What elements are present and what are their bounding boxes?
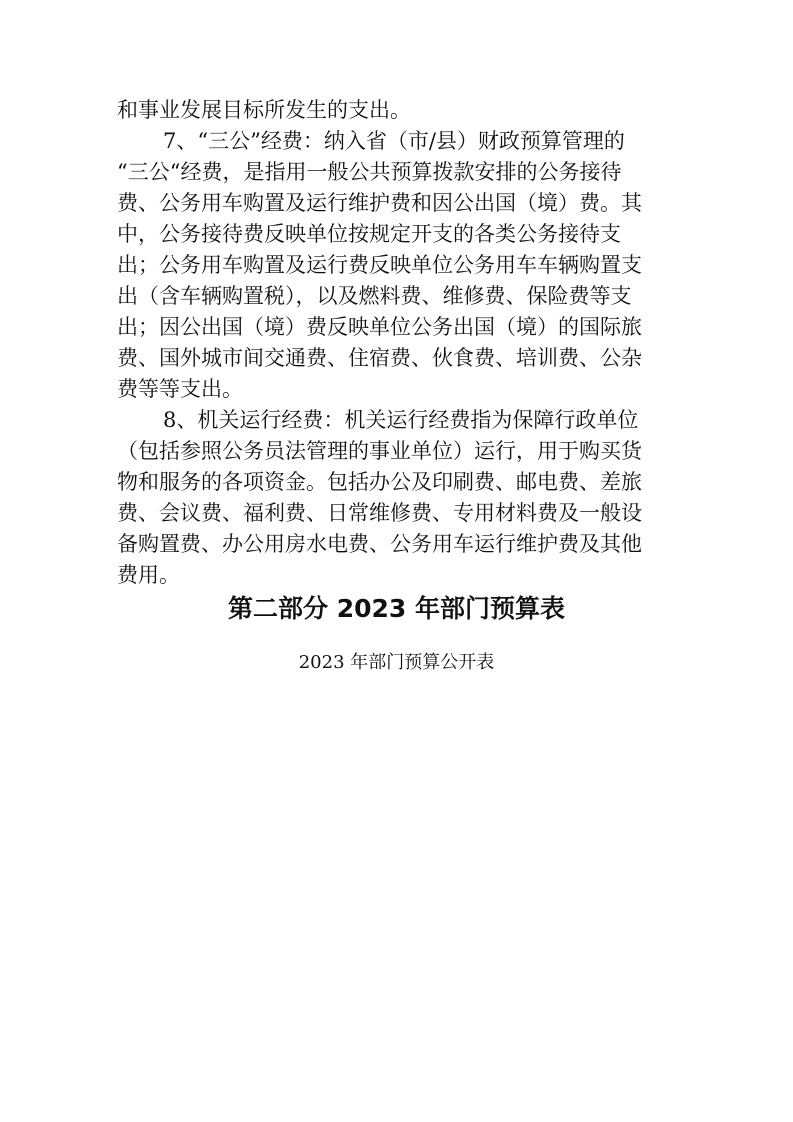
paragraph-line: 出；因公出国（境）费反映单位公务出国（境）的国际旅 — [117, 315, 642, 339]
paragraph-line: 费、公务用车购置及运行维护费和因公出国（境）费。其 — [117, 191, 642, 215]
paragraph-line: 中，公务接待费反映单位按规定开支的各类公务接待支 — [117, 222, 621, 246]
paragraph-line: （包括参照公务员法管理的事业单位）运行，用于购买货 — [117, 439, 642, 463]
paragraph-line: 物和服务的各项资金。包括办公及印刷费、邮电费、差旅 — [117, 470, 642, 494]
budget-table-subtitle: 2023 年部门预算公开表 — [298, 652, 495, 673]
paragraph-line: 8、机关运行经费：机关运行经费指为保障行政单位 — [163, 408, 639, 432]
paragraph-line: 出（含车辆购置税），以及燃料费、维修费、保险费等支 — [117, 284, 632, 308]
paragraph-line: 备购置费、办公用房水电费、公务用车运行维护费及其他 — [117, 532, 642, 556]
paragraph-line: 出；公务用车购置及运行费反映单位公务用车车辆购置支 — [117, 253, 642, 277]
paragraph-line: 和事业发展目标所发生的支出。 — [117, 98, 411, 122]
paragraph-line: 费等等支出。 — [117, 377, 243, 401]
paragraph-line: 费用。 — [117, 563, 180, 587]
paragraph-line: “三公“经费，是指用一般公共预算拨款安排的公务接待 — [117, 160, 622, 184]
paragraph-line: 费、会议费、福利费、日常维修费、专用材料费及一般设 — [117, 501, 642, 525]
paragraph-line: 费、国外城市间交通费、住宿费、伙食费、培训费、公杂 — [117, 346, 642, 370]
part-two-title: 第二部分 2023 年部门预算表 — [228, 594, 565, 623]
paragraph-line: 7、“三公”经费：纳入省（市/县）财政预算管理的 — [163, 129, 625, 153]
